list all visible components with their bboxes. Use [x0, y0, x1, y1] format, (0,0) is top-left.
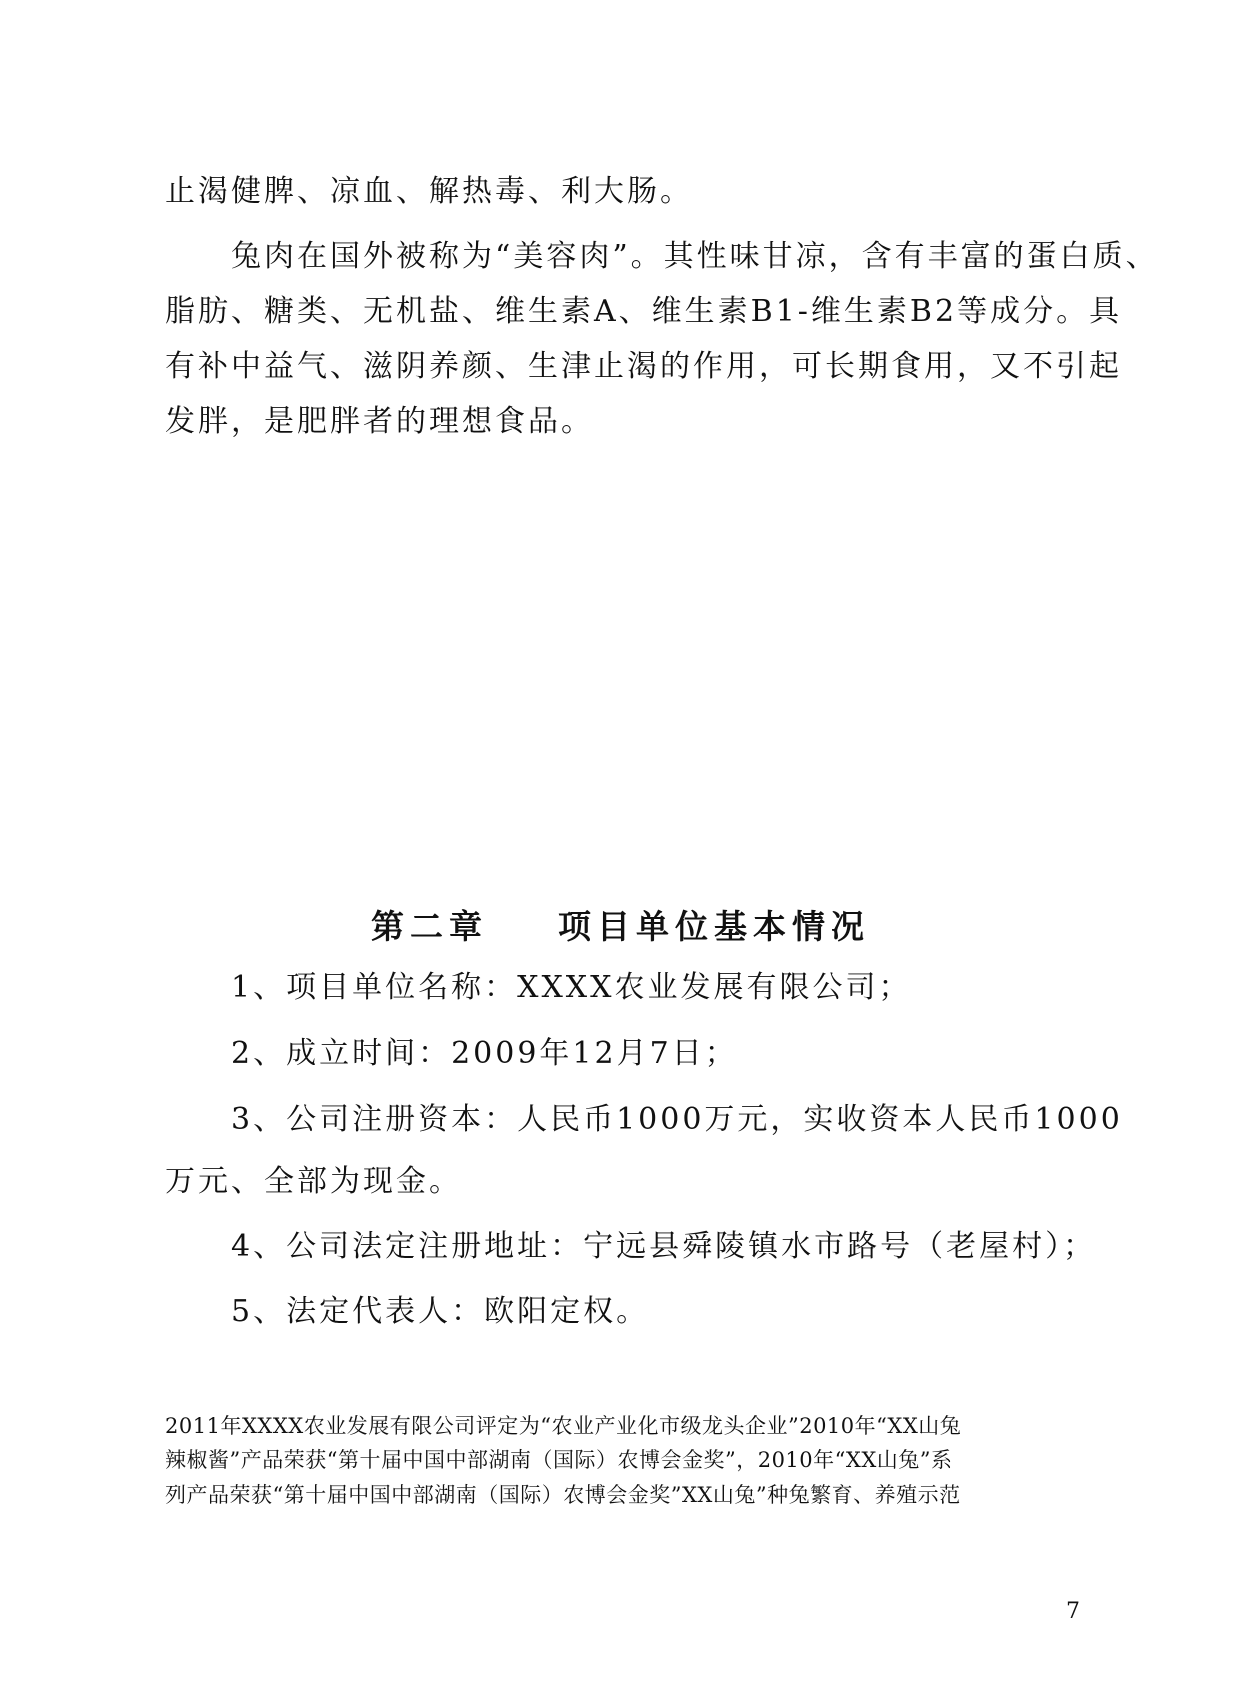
list-item: 3、公司注册资本：人民币1000万元，实收资本人民币1000	[231, 1102, 1123, 1137]
paragraph-line: 兔肉在国外被称为“美容肉”。其性味甘凉，含有丰富的蛋白质、	[231, 239, 1159, 274]
list-item: 4、公司法定注册地址：宁远县舜陵镇水市路号（老屋村）；	[231, 1229, 1097, 1264]
list-item: 5、法定代表人：欧阳定权。	[231, 1294, 650, 1329]
list-item-continuation: 万元、全部为现金。	[165, 1164, 462, 1199]
list-item: 1、项目单位名称：XXXX农业发展有限公司；	[231, 970, 912, 1005]
list-item: 2、成立时间：2009年12月7日；	[231, 1036, 738, 1071]
footnote-line: 列产品荣获“第十届中国中部湖南（国际）农博会金奖”XX山兔”种兔繁育、养殖示范	[165, 1483, 961, 1507]
chapter-heading: 第二章 项目单位基本情况	[371, 907, 870, 946]
footnote-line: 辣椒酱”产品荣获“第十届中国中部湖南（国际）农博会金奖”，2010年“XX山兔”系	[165, 1448, 953, 1472]
paragraph-line: 发胖，是肥胖者的理想食品。	[165, 404, 594, 439]
paragraph-line: 脂肪、糖类、无机盐、维生素A、维生素B1-维生素B2等成分。具	[165, 294, 1123, 329]
paragraph-line: 止渴健脾、凉血、解热毒、利大肠。	[165, 174, 693, 209]
footnote-line: 2011年XXXX农业发展有限公司评定为“农业产业化市级龙头企业”2010年“XX山兔	[165, 1414, 962, 1438]
paragraph-line: 有补中益气、滋阴养颜、生津止渴的作用，可长期食用，又不引起	[165, 349, 1122, 384]
page-number: 7	[1066, 1599, 1080, 1624]
